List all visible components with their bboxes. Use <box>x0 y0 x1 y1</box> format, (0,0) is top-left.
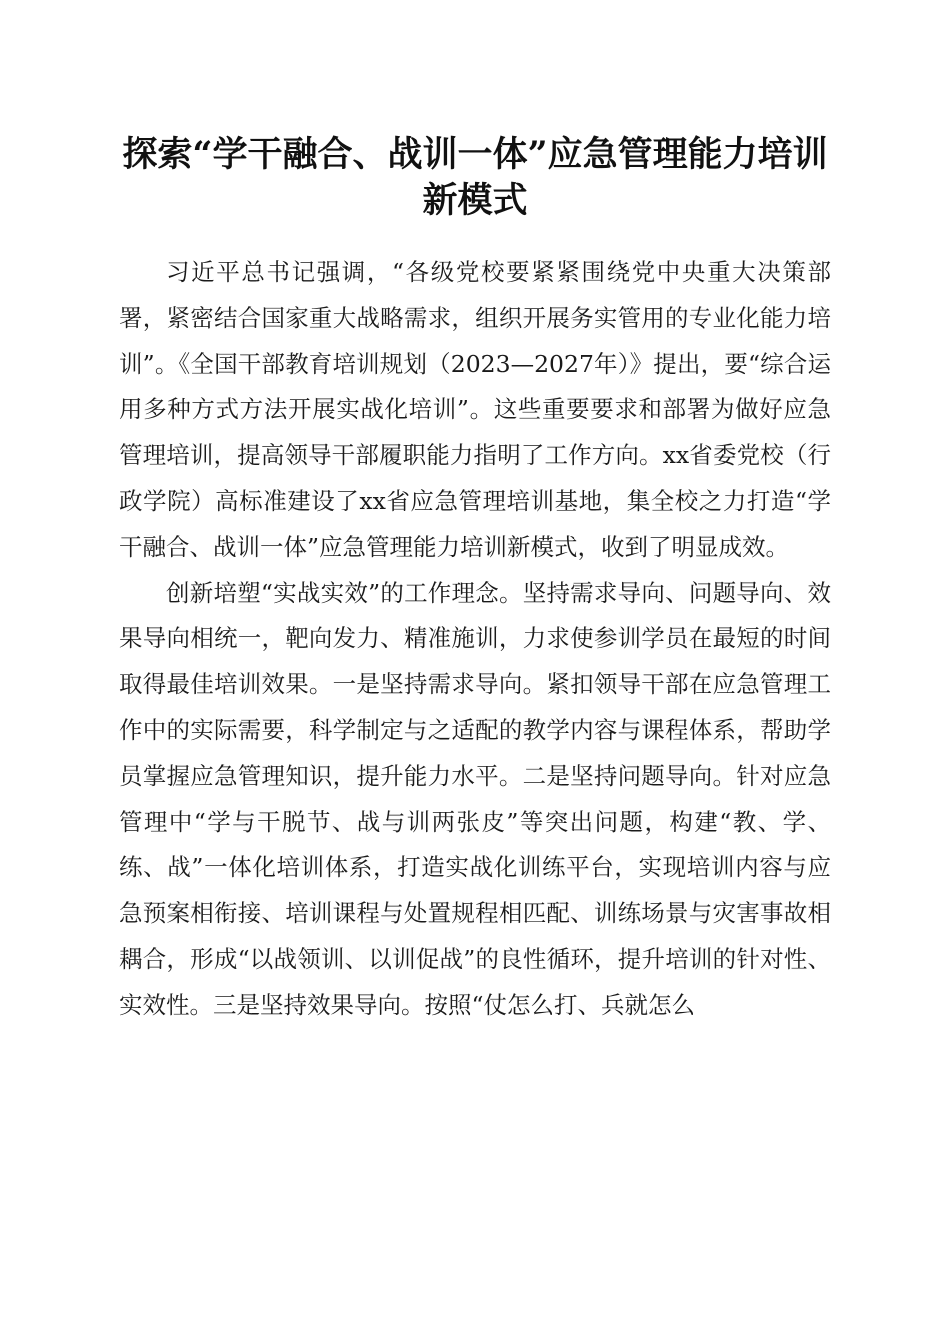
paragraph-1: 习近平总书记强调，“各级党校要紧紧围绕党中央重大决策部署，紧密结合国家重大战略需求，组织开展务实管用的专业化能力培训”。《全国干部教育培训规划（2023—2027年）》提出，要“综合运用多种方式方法开展实战化培训”。这些重要要求和部署为做好应急管理培训，提高领导干部履职能力指明了工作方向。xx省委党校（行政学院）高标准建设了xx省应急管理培训基地，集全校之力打造“学干融合、战训一体”应急管理能力培训新模式，收到了明显成效。 <box>119 258 831 561</box>
paragraph-2: 创新培塑“实战实效”的工作理念。坚持需求导向、问题导向、效果导向相统一，靶向发力、精准施训，力求使参训学员在最短的时间取得最佳培训效果。一是坚持需求导向。紧扣领导干部在应急管理工作中的实际需要，科学制定与之适配的教学内容与课程体系，帮助学员掌握应急管理知识，提升能力水平。二是坚持问题导向。针对应急管理中“学与干脱节、战与训两张皮”等突出问题，构建“教、学、练、战”一体化培训体系，打造实战化训练平台，实现培训内容与应急预案相衔接、培训课程与处置规程相匹配、训练场景与灾害事故相耦合，形成“以战领训、以训促战”的良性循环，提升培训的针对性、实效性。三是坚持效果导向。按照“仗怎么打、兵就怎么 <box>119 578 831 1019</box>
document-title: 探索“学干融合、战训一体”应急管理能力培训新模式 <box>122 134 828 221</box>
document-body <box>119 250 831 1029</box>
